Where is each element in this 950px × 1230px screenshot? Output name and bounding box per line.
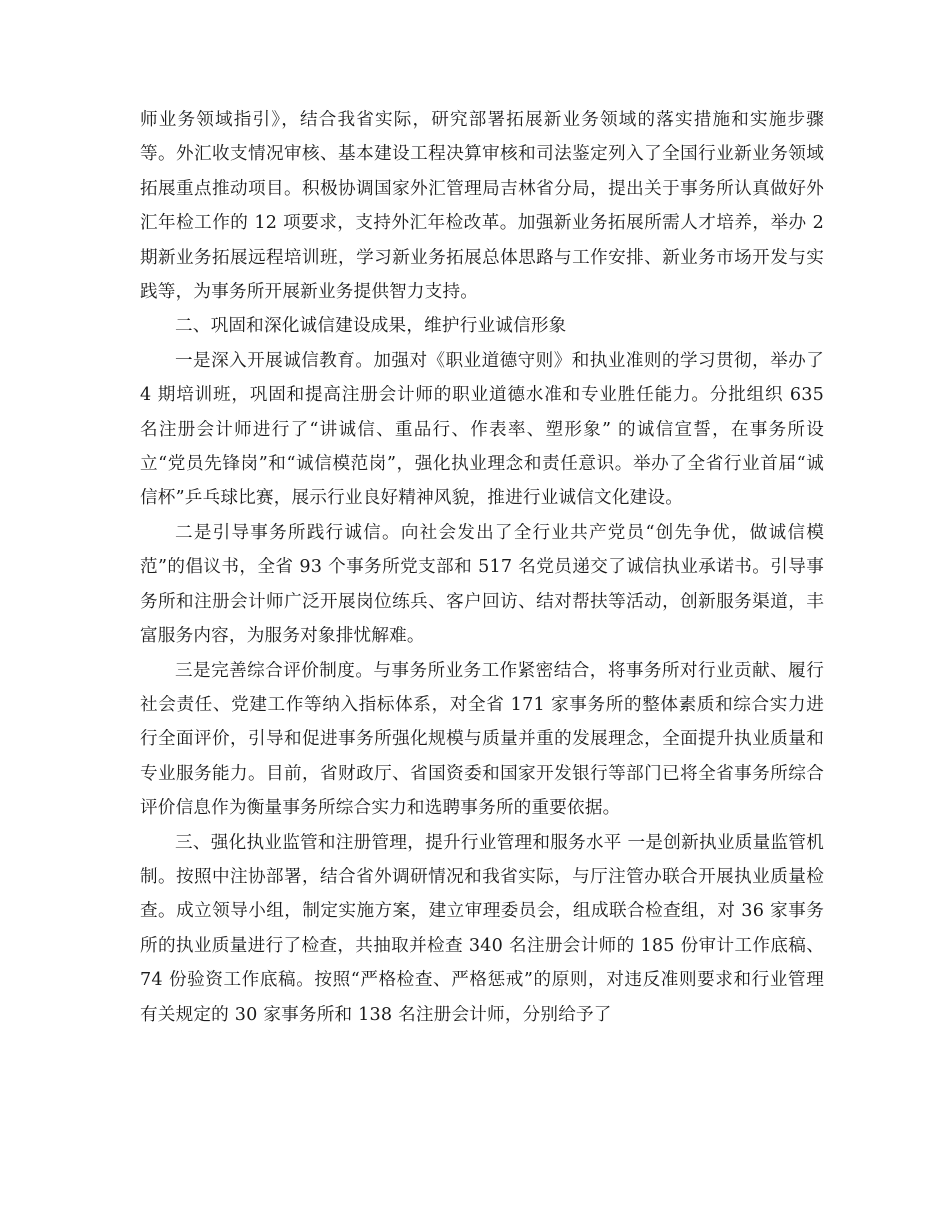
section-heading-integrity: 二、巩固和深化诚信建设成果，维护行业诚信形象 [175,316,567,337]
paragraph-evaluation-system: 三是完善综合评价制度。与事务所业务工作紧密结合，将事务所对行业贡献、履行社会责任、党建工作等纳入指标体系，对全省 171 家事务所的整体素质和综合实力进行全面评价，引导和促进事务所强化规模与质量并重的发展理念，全面提升执业质量和专业服务能力。目前，省财政厅、省国资委和国家开发银行等部门已将全省事务所综合评价信息作为衡量事务所综合实力和选聘事务所的重要依据。 [140,660,824,819]
document-body [140,103,824,1032]
paragraph-integrity-education: 一是深入开展诚信教育。加强对《职业道德守则》和执业准则的学习贯彻，举办了 4 期培训班，巩固和提高注册会计师的职业道德水准和专业胜任能力。分批组织 635 名注册会计师进行了“讲诚信、重品行、作表率、塑形象” 的诚信宣誓，在事务所设立“党员先锋岗”和“诚信模范岗”，强化执业理念和责任意识。举办了全省行业首届“诚信杯”乒乓球比赛，展示行业良好精神风貌，推进行业诚信文化建设。 [140,350,824,509]
paragraph-supervision: 三、强化执业监管和注册管理，提升行业管理和服务水平 一是创新执业质量监管机制。按照中注协部署，结合省外调研情况和我省实际，与厅注管办联合开展执业质量检查。成立领导小组，制定实施方案，建立审理委员会，组成联合检查组，对 36 家事务所的执业质量进行了检查，共抽取并检查 340 名注册会计师的 185 份审计工作底稿、74 份验资工作底稿。按照“严格检查、严格惩戒”的原则，对违反准则要求和行业管理有关规定的 30 家事务所和 138 名注册会计师，分别给予了 [140,832,824,1025]
paragraph-integrity-practice: 二是引导事务所践行诚信。向社会发出了全行业共产党员“创先争优，做诚信模范”的倡议书，全省 93 个事务所党支部和 517 名党员递交了诚信执业承诺书。引导事务所和注册会计师广泛开展岗位练兵、客户回访、结对帮扶等活动，创新服务渠道，丰富服务内容，为服务对象排忧解难。 [140,522,824,647]
paragraph-continuation: 师业务领域指引》，结合我省实际，研究部署拓展新业务领域的落实措施和实施步骤等。外汇收支情况审核、基本建设工程决算审核和司法鉴定列入了全国行业新业务领域拓展重点推动项目。积极协调国家外汇管理局吉林省分局，提出关于事务所认真做好外汇年检工作的 12 项要求，支持外汇年检改革。加强新业务拓展所需人才培养，举办 2 期新业务拓展远程培训班，学习新业务拓展总体思路与工作安排、新业务市场开发与实践等，为事务所开展新业务提供智力支持。 [140,110,824,303]
